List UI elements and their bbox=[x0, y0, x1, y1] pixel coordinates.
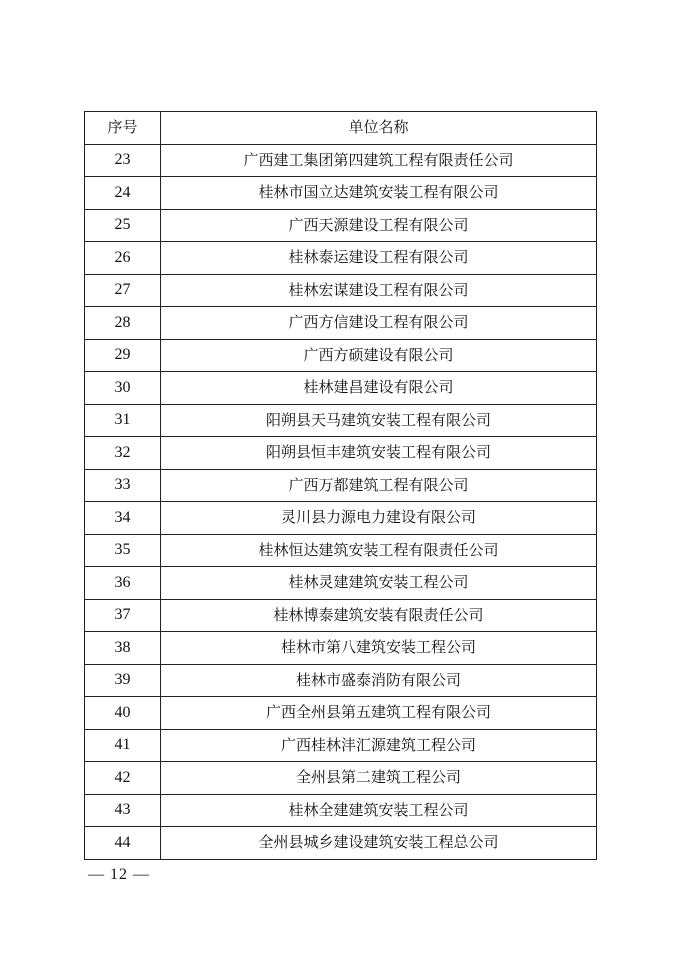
table-row bbox=[85, 827, 597, 860]
table-row bbox=[85, 209, 597, 242]
table-row bbox=[85, 502, 597, 535]
table-row bbox=[85, 307, 597, 340]
table-row bbox=[85, 437, 597, 470]
row-unit-name: 广西全州县第五建筑工程有限公司 bbox=[161, 697, 597, 730]
row-serial-number: 29 bbox=[85, 339, 161, 372]
row-serial-number: 41 bbox=[85, 729, 161, 762]
table-row bbox=[85, 697, 597, 730]
table-row bbox=[85, 177, 597, 210]
row-unit-name: 桂林建昌建设有限公司 bbox=[161, 372, 597, 405]
table-row bbox=[85, 567, 597, 600]
table-row bbox=[85, 242, 597, 275]
row-serial-number: 35 bbox=[85, 534, 161, 567]
header-serial-number: 序号 bbox=[85, 112, 161, 145]
row-serial-number: 31 bbox=[85, 404, 161, 437]
table-row bbox=[85, 729, 597, 762]
page-number: — 12 — bbox=[88, 866, 150, 883]
row-unit-name: 广西方信建设工程有限公司 bbox=[161, 307, 597, 340]
row-unit-name: 灵川县力源电力建设有限公司 bbox=[161, 502, 597, 535]
row-serial-number: 38 bbox=[85, 632, 161, 665]
unit-list-table bbox=[84, 111, 597, 860]
row-serial-number: 23 bbox=[85, 144, 161, 177]
table-row bbox=[85, 632, 597, 665]
table-row bbox=[85, 534, 597, 567]
row-serial-number: 24 bbox=[85, 177, 161, 210]
row-serial-number: 40 bbox=[85, 697, 161, 730]
row-serial-number: 26 bbox=[85, 242, 161, 275]
table-row bbox=[85, 404, 597, 437]
row-unit-name: 广西万都建筑工程有限公司 bbox=[161, 469, 597, 502]
header-unit-name: 单位名称 bbox=[161, 112, 597, 145]
row-unit-name: 桂林全建建筑安装工程公司 bbox=[161, 794, 597, 827]
row-unit-name: 桂林市第八建筑安装工程公司 bbox=[161, 632, 597, 665]
row-unit-name: 桂林市盛泰消防有限公司 bbox=[161, 664, 597, 697]
row-unit-name: 全州县第二建筑工程公司 bbox=[161, 762, 597, 795]
row-serial-number: 37 bbox=[85, 599, 161, 632]
row-unit-name: 桂林市国立达建筑安装工程有限公司 bbox=[161, 177, 597, 210]
row-unit-name: 桂林宏谋建设工程有限公司 bbox=[161, 274, 597, 307]
row-serial-number: 39 bbox=[85, 664, 161, 697]
row-unit-name: 桂林泰运建设工程有限公司 bbox=[161, 242, 597, 275]
row-serial-number: 25 bbox=[85, 209, 161, 242]
row-serial-number: 36 bbox=[85, 567, 161, 600]
table-header-row bbox=[85, 112, 597, 145]
row-unit-name: 桂林灵建建筑安装工程公司 bbox=[161, 567, 597, 600]
table-row bbox=[85, 339, 597, 372]
row-unit-name: 全州县城乡建设建筑安装工程总公司 bbox=[161, 827, 597, 860]
table-row bbox=[85, 274, 597, 307]
row-serial-number: 28 bbox=[85, 307, 161, 340]
table-row bbox=[85, 762, 597, 795]
row-unit-name: 桂林恒达建筑安装工程有限责任公司 bbox=[161, 534, 597, 567]
table-body bbox=[85, 144, 597, 859]
table-row bbox=[85, 664, 597, 697]
row-unit-name: 广西天源建设工程有限公司 bbox=[161, 209, 597, 242]
row-serial-number: 42 bbox=[85, 762, 161, 795]
row-serial-number: 34 bbox=[85, 502, 161, 535]
row-serial-number: 30 bbox=[85, 372, 161, 405]
row-unit-name: 桂林博泰建筑安装有限责任公司 bbox=[161, 599, 597, 632]
table-row bbox=[85, 144, 597, 177]
row-serial-number: 33 bbox=[85, 469, 161, 502]
table-row bbox=[85, 794, 597, 827]
row-serial-number: 32 bbox=[85, 437, 161, 470]
row-unit-name: 阳朔县恒丰建筑安装工程有限公司 bbox=[161, 437, 597, 470]
row-serial-number: 44 bbox=[85, 827, 161, 860]
table-row bbox=[85, 372, 597, 405]
row-unit-name: 广西方硕建设有限公司 bbox=[161, 339, 597, 372]
row-serial-number: 43 bbox=[85, 794, 161, 827]
table-row bbox=[85, 599, 597, 632]
row-unit-name: 阳朔县天马建筑安装工程有限公司 bbox=[161, 404, 597, 437]
table-row bbox=[85, 469, 597, 502]
row-unit-name: 广西桂林沣汇源建筑工程公司 bbox=[161, 729, 597, 762]
row-serial-number: 27 bbox=[85, 274, 161, 307]
row-unit-name: 广西建工集团第四建筑工程有限责任公司 bbox=[161, 144, 597, 177]
